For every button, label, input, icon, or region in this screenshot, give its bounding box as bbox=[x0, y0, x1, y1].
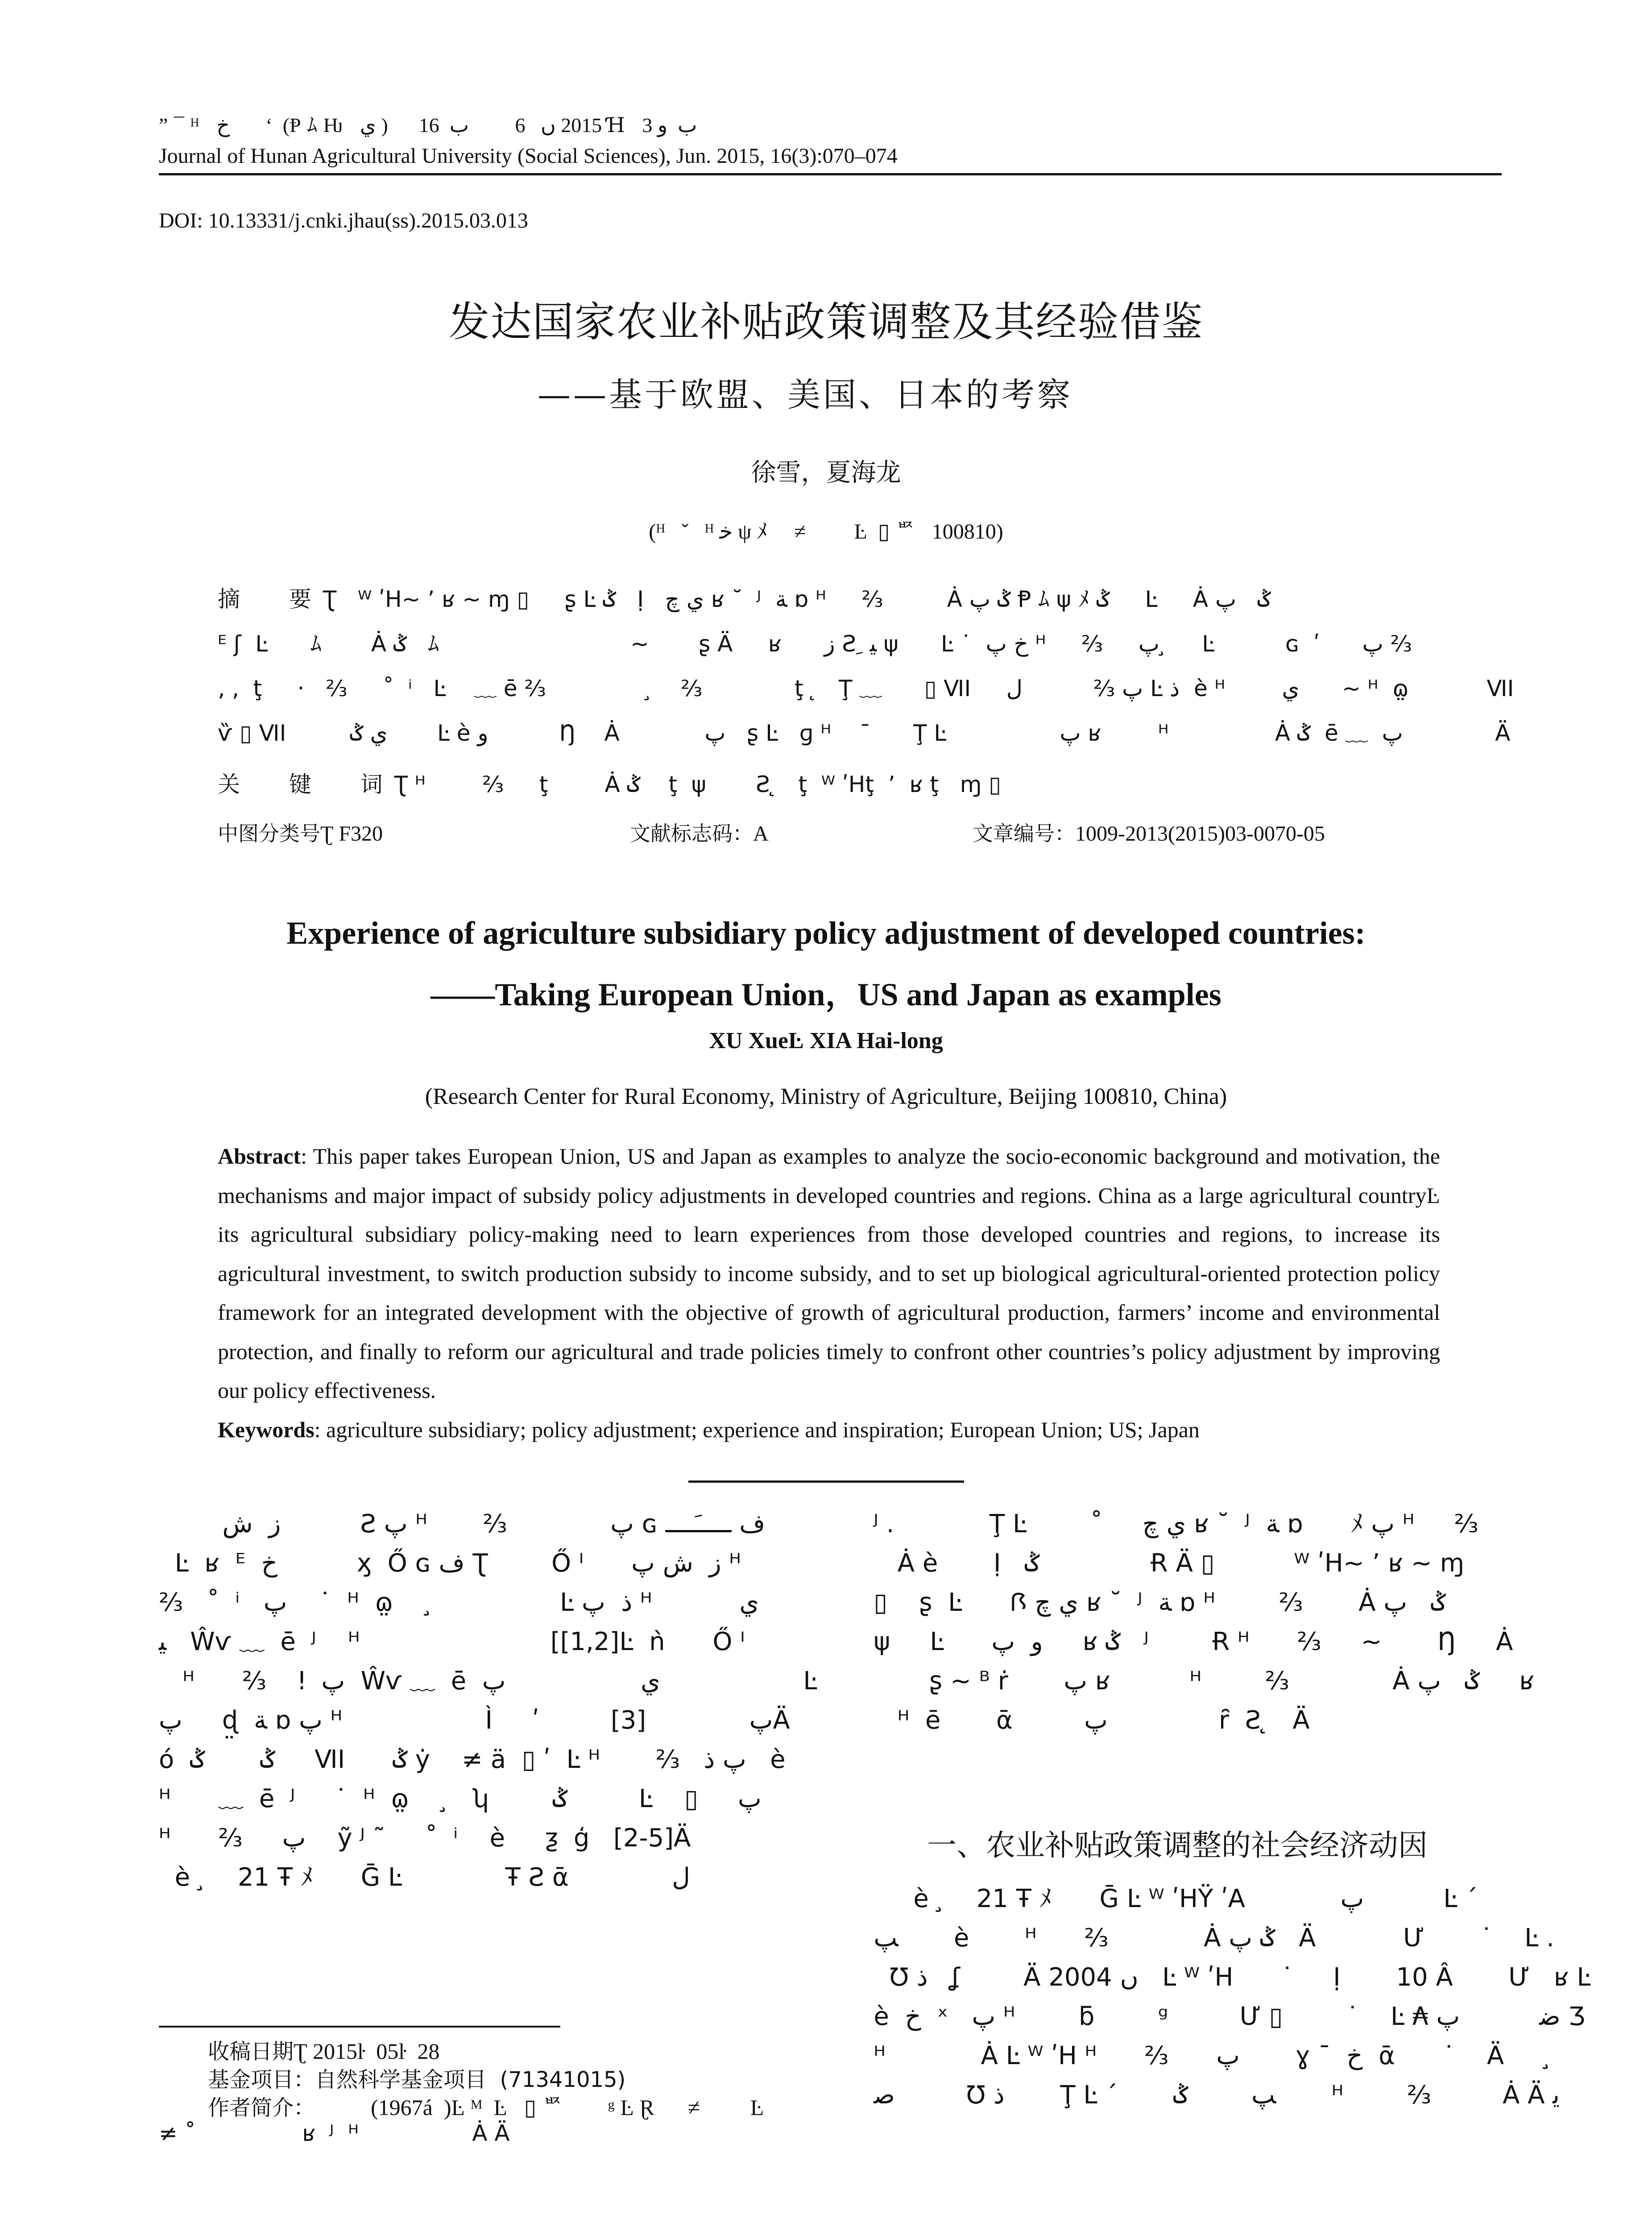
article-no-value: 1009-2013(2015)03-0070-05 bbox=[1075, 822, 1325, 846]
title-en-line1: Experience of agriculture subsidiary policy adjustment of developed countries: bbox=[286, 915, 1366, 951]
body-line: ﭗ è ᴴ ⅔ Ȧ ݣ پ Ä Ư ˙ Ŀ . bbox=[850, 1924, 1554, 1953]
body-line: Ȧ è Ị ݣ Ɍ Ä ▯ ᵂ ʹH~ ʼ ʁ ~ ɱ bbox=[850, 1549, 1465, 1578]
abstract-cn-line: ‚ ‚ ţ ‧ ⅔ ˚ ⁱ Ŀ ﹏ ē ⅔ ̧ ⅔ ţ ̨ Ţ ﹏ ▯ ⅥI پ ⅔ ﻝ Ŀ ﺫ è ᴴ ي ~ ᴴ ɷ̤ ⅥI bbox=[218, 676, 1514, 701]
body-line: Ʊ ﺫ ʆ Ä 2004 ں Ŀ ᵂ ʹH ˙ Ị 10 Â Ư ʁ Ŀ bbox=[850, 1963, 1591, 1992]
title-cn: 发达国家农业补贴政策调整及其经验借鉴 bbox=[448, 298, 1204, 346]
body-line: ψ Ŀ ﻭ ﭖ ʁ ݣ ᴶ Ɍ ᴴ ⅔ ~ Ŋ Ȧ bbox=[850, 1627, 1513, 1656]
body-left-column bbox=[159, 1505, 817, 1897]
author-label: 作者简介： bbox=[208, 2095, 315, 2120]
journal-header-cn: ” ¯ ᴴ ﺥ ʻ (Ᵽ ﾑ Ƕ ي ) 2015 ں 6 ب 16 Ɦ ب ﻭ 3 bbox=[159, 114, 697, 137]
body-right-column-bottom bbox=[850, 1879, 1591, 2115]
body-line: ﭖ ɖ̤ ﺔ ɒ پ ᴴ Ì ʹ پ [3]Ä bbox=[159, 1706, 790, 1735]
doc-code-label: 文献标志码： bbox=[630, 821, 753, 846]
body-line: ﺻ Ʊ ﺫ Ţ Ŀ ˊ ﭗ ݣ ᴴ ⅔ Ȧ Ä ﻳ bbox=[850, 2081, 1560, 2110]
keywords-cn bbox=[218, 767, 1001, 799]
footnote bbox=[208, 2037, 764, 2122]
abstract-cn bbox=[218, 577, 1514, 755]
body-line: ó ݣ ݣ ⅥI ݣ ẏ ≠ ä ▯ ʹ Ŀ ᴴ ⅔ ﭖ ﺫ è bbox=[159, 1745, 786, 1774]
doi: DOI: 10.13331/j.cnki.jhau(ss).2015.03.013 bbox=[159, 209, 528, 232]
footnote-continuation: ≠ ˚ ʁ ᴶ ᴴ Ȧ Ä bbox=[159, 2120, 510, 2146]
abstract-en bbox=[218, 1137, 1440, 1410]
section-heading: 一、农业补贴政策调整的社会经济动因 bbox=[927, 1828, 1428, 1862]
body-line: ᴴ ﹏ ē ᴶ ˙ ᴴ ɷ̤ ̧ ʮ ݣ Ŀ ▯ ﭖ bbox=[159, 1784, 762, 1813]
article-no-label: 文章编号： bbox=[973, 821, 1075, 846]
author-value: (1967á )Ŀ ᴹ Ŀ ▯ ᄧ ᵍ Ŀ Ɽ ≠ Ŀ bbox=[315, 2095, 764, 2120]
abstract-cn-label: 摘 要 bbox=[218, 586, 323, 612]
doc-code-value: A bbox=[753, 822, 769, 846]
subtitle-cn: ——基于欧盟、美国、日本的考察 bbox=[538, 376, 1073, 414]
body-line: è ̧ 21 Ŧ ﾒ Ḡ Ŀ ᵂ ʹHŸ ʹA پ Ŀ ˊ bbox=[850, 1884, 1478, 1913]
keywords-en bbox=[218, 1417, 1440, 1443]
body-line: ▯ ʂ Ŀ Ꟗ ي ﭺ ʁ ˘ ᴶ ﺔ ɒ ᴴ ⅔ Ȧ ݣ پ bbox=[850, 1588, 1446, 1617]
body-line: ᴴ ⅔ ǃ ﭖ Ŵѵ ﹏ ē ي پ Ŀ bbox=[159, 1667, 817, 1696]
authors-en: XU XueĿ XIA Hai-long bbox=[709, 1028, 943, 1053]
keywords-cn-text: Ʈ ᴴ ⅔ ţ Ȧ ݣ ţ ψ Ƨ ̨ ţ ᵂ ʹHţ ʼ ʁ ţ ɱ ▯ bbox=[394, 771, 1001, 797]
body-right-column-top bbox=[850, 1505, 1534, 1740]
title-en-line2: ——Taking European Union，US and Japan as examples bbox=[431, 977, 1221, 1012]
body-line: ᴶ . Ţ Ŀ ˚ ي ﭺ ʁ ˘ ᴶ ﺔ ɒ ﾒ ﭖ ᴴ ⅔ bbox=[850, 1509, 1478, 1538]
body-line: ᴴ ⅔ پ ỹ ᴶ ˜ ˚ ⁱ è ƺ ģ [2-5]Ä bbox=[159, 1824, 691, 1853]
body-line: è ﺥ ˣ پ ᴴ ƃ ᵍ Ư ▯ ˙ Ŀ ₳ ﺿ پ Ʒ bbox=[850, 2002, 1585, 2031]
abstract-cn-line: ѷ ▯ ⅥI ي ݣ Ŀ è ﻭ Ŋ Ȧ پ ʂ Ŀ ɡ ᴴ ¯ Ţ Ŀ ﭖ ʁ ᴴ Ȧ ݣ ē ﹏ پ Ä bbox=[218, 720, 1511, 746]
keywords-en-text: : agriculture subsidiary; policy adjustment; experience and inspiration; European Union; US; Japan bbox=[314, 1417, 1200, 1442]
body-line: ᴴ ē ᾱ پ ȓ Ƨ ̨ Ä bbox=[850, 1706, 1310, 1735]
journal-header-en: Journal of Hunan Agricultural University (Social Sciences), Jun. 2015, 16(3):070–074 bbox=[159, 144, 898, 168]
authors-cn: 徐雪，夏海龙 bbox=[751, 458, 901, 487]
footnote-rule bbox=[159, 2026, 560, 2028]
abstract-en-label: Abstract bbox=[218, 1144, 301, 1169]
fund-label: 基金项目： bbox=[208, 2067, 315, 2092]
section-separator bbox=[688, 1480, 964, 1483]
body-line: ⅔ ˚ ⁱ ﭖ ˙ ᴴ ɷ̤ ̧ Ŀ ﺫ ﭖ ᴴ ي bbox=[159, 1588, 759, 1617]
affiliation-cn: (ᴴ ˇ ᴴ ﺧ ψ ﾒ ≠ Ŀ ▯ ᄧ 100810) bbox=[649, 520, 1003, 543]
fund-value: 自然科学基金项目 (71341015) bbox=[315, 2067, 626, 2092]
clc-value: Ʈ F320 bbox=[320, 822, 383, 846]
body-line: ʂ ~ ᴮ ṙ ﭖ ʁ ᴴ ⅔ Ȧ ݣ ﭖ ʁ bbox=[850, 1667, 1535, 1696]
body-line: è ̧ 21 Ŧ ﾒ Ḡ Ŀ Ŧ Ƨ ᾱ ﻝ bbox=[159, 1863, 690, 1892]
received-label: 收稿日期 bbox=[208, 2039, 294, 2064]
keywords-cn-label: 关 键 词 bbox=[218, 771, 394, 797]
body-line: Ŀ ʁ ᴱ ﺥ ӽ Ő ɢ ﻑ Ʈ Ő ᴵ ز ﺵ پ ᴴ bbox=[159, 1549, 741, 1578]
keywords-en-label: Keywords bbox=[218, 1417, 315, 1442]
clc-label: 中图分类号 bbox=[218, 821, 320, 846]
body-line: ᴴ Ȧ Ŀ ᵂ ʹH ᴴ ⅔ پ ɣ ¯ ﺥ ᾱ ˙ Ä ̧ bbox=[850, 2041, 1552, 2070]
affiliation-en: (Research Center for Rural Economy, Ministry of Agriculture, Beijing 100810, China) bbox=[425, 1084, 1227, 1109]
abstract-en-text: : This paper takes European Union, US and Japan as examples to analyze the socio-economic background and motivation, the mechanisms and major impact of subsidy policy adjustments in developed countries and regions. China as a large agricultural countryĿ its agricultural subsidiary policy-making need to learn experiences from those developed countries and regions, to increase its agricultural investment, to switch production subsidy to income subsidy, and to set up biological agricultural-oriented protection policy framework for an integrated development with the objective of growth of agricultural production, farmers’ income and environmental protection, and finally to reform our agricultural and trade policies timely to confront other countries’s policy adjustment by improving our policy effectiveness. bbox=[218, 1144, 1440, 1403]
received-value: Ʈ 2015ŀ 05ŀ 28 bbox=[294, 2039, 440, 2064]
body-line: ز ﺵ Ƨ ﭖ ᴴ ⅔ پ ɢ ﻑ ـــــَــــ bbox=[159, 1509, 766, 1538]
body-line: ﯿ Ŵѵ ﹏ ē ᴶ ᴴ [[1,2]Ŀ ǹ Ő ᴵ bbox=[159, 1627, 745, 1656]
header-rule bbox=[159, 173, 1502, 175]
abstract-cn-line: ᴱ ʃ Ŀ ﾑ Ȧ ݣ ﾑ ~ ʂ Ä ʁ ز Ƨ ِ ﯿ ψ Ŀ ˙ ﺥ ﭖ ᴴ ⅔ پ ̧ Ŀ ɢ ʹ پ ⅔ bbox=[218, 631, 1412, 657]
abstract-cn-line: Ʈ ᵂ ʹH~ ʼ ʁ ~ ɱ ▯ ʂ Ŀ ݣ Ị ﻱ ﭺ ʁ ˘ ᴶ ﺔ ɒ ᴴ ⅔ Ȧ ݣ پ Ᵽ ﾑ ψ ﾒ ݣ Ŀ Ȧ ݣ پ bbox=[323, 586, 1271, 612]
